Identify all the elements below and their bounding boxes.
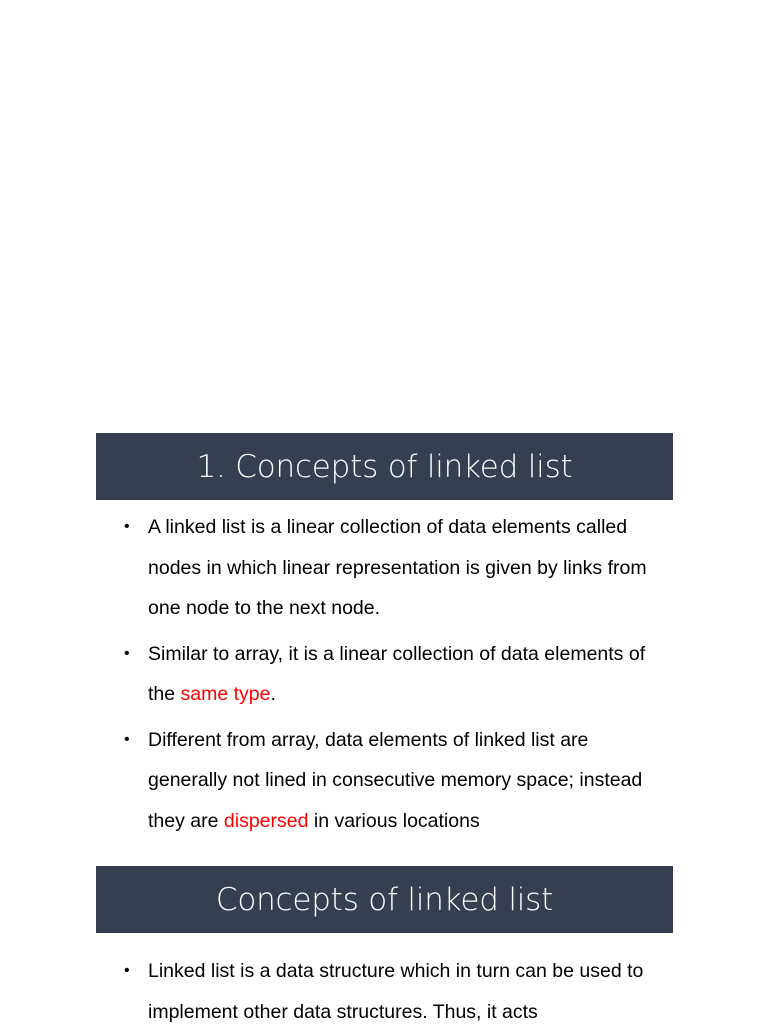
slide-title: Concepts of linked list (215, 881, 554, 918)
bullet-icon: • (124, 730, 130, 748)
bullet-list (96, 951, 673, 1024)
bullet-icon: • (124, 644, 130, 662)
bullet-text-after: in various locations (308, 809, 480, 832)
bullet-item (96, 951, 673, 1024)
bullet-text-before: Different from array, data elements of linked list are generally not lined in consecutive memory space; instead they are (148, 728, 643, 832)
bullet-text-before: Similar to array, it is a linear collection of data elements of the (148, 642, 646, 705)
bullet-item (96, 720, 673, 842)
bullet-list (96, 507, 673, 841)
bullet-item (96, 634, 673, 715)
bullet-icon: • (124, 962, 130, 979)
bullet-text: A linked list is a linear collection of data elements called nodes in which linear representation is given by links from one node to the next node. (148, 516, 647, 619)
slide-title-bar (96, 866, 673, 933)
bullet-text: Linked list is a data structure which in turn can be used to implement other data structures. Thus, it acts (148, 960, 644, 1023)
bullet-item (96, 507, 673, 629)
slide-title: 1. Concepts of linked list (196, 448, 573, 485)
bullet-text-after: . (270, 683, 276, 705)
slide-concepts-of-linked-list-1 (96, 433, 673, 846)
highlighted-term: same type (180, 683, 271, 705)
bullet-icon: • (124, 518, 130, 535)
slide-title-bar (96, 433, 673, 500)
highlighted-term: dispersed (223, 809, 309, 832)
slide-concepts-of-linked-list-2 (96, 866, 673, 1024)
